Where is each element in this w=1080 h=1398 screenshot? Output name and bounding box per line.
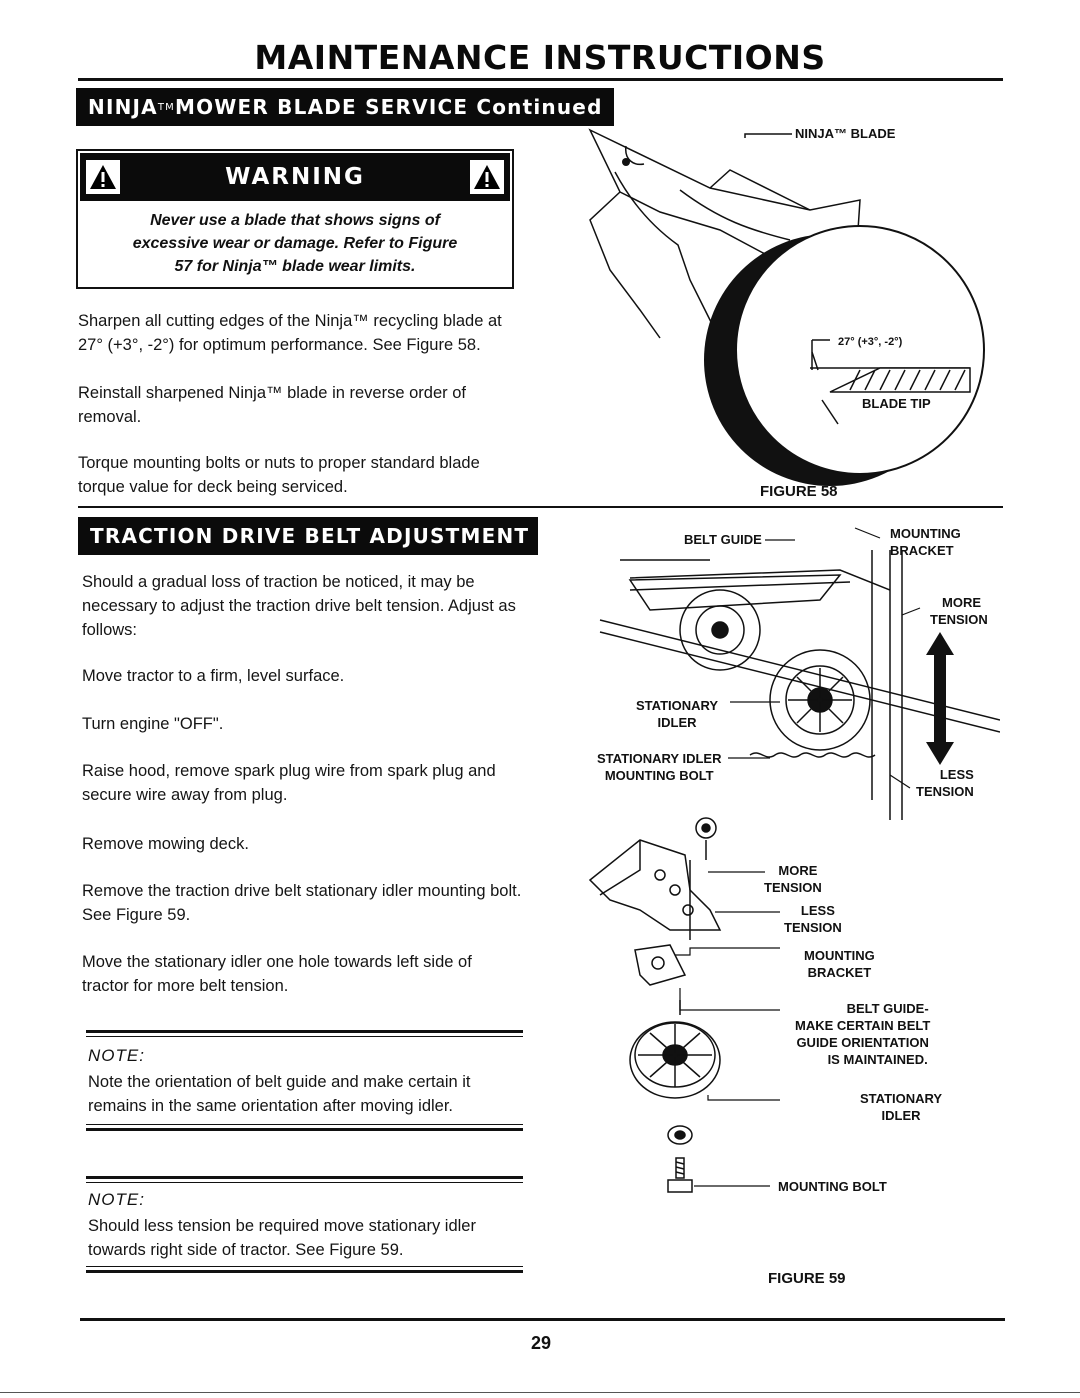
callout-line: BRACKET — [807, 965, 872, 980]
callout-more-tension — [930, 594, 988, 628]
callout-stationary-idler-2 — [860, 1090, 942, 1124]
note-rule-bottom — [86, 1270, 523, 1273]
section-heading-pre: NINJA — [88, 95, 158, 119]
section-heading-post: MOWER BLADE SERVICE Continued — [174, 95, 603, 119]
warning-text — [88, 209, 502, 278]
callout-line: MOUNTING BOLT — [604, 768, 714, 783]
callout-line: STATIONARY — [636, 698, 719, 713]
trademark-mark: TM — [157, 101, 175, 113]
callout-mounting-bolt: MOUNTING BOLT — [778, 1179, 887, 1194]
figure-59-caption: FIGURE 59 — [768, 1270, 846, 1287]
callout-stationary-idler — [636, 697, 718, 731]
note-rule-bottom — [86, 1128, 523, 1131]
note-text: Should less tension be required move stationary idler towards right side of tractor. See Figure 59. — [88, 1217, 476, 1259]
section-heading-ninja-blade — [76, 88, 614, 126]
paragraph: Raise hood, remove spark plug wire from spark plug and secure wire away from plug. — [82, 762, 496, 804]
paragraph: Move the stationary idler one hole towards left side of tractor for more belt tension. — [82, 953, 472, 995]
callout-angle: 27° (+3°, -2°) — [838, 336, 903, 348]
page-title: MAINTENANCE INSTRUCTIONS — [254, 38, 826, 77]
callout-line: BRACKET — [890, 543, 954, 558]
footer-rule — [80, 1318, 1005, 1321]
note-label: NOTE: — [88, 1190, 145, 1209]
note-rule-bottom-thin — [86, 1124, 523, 1125]
note-rule-top-thin — [86, 1036, 523, 1037]
callout-mounting-bracket — [890, 525, 961, 559]
note-rule-top — [86, 1030, 523, 1033]
scan-edge-line — [0, 1392, 1080, 1393]
paragraph: Should a gradual loss of traction be noticed, it may be necessary to adjust the traction drive belt tension. Adjust as follows: — [82, 573, 516, 639]
callout-blade-tip: BLADE TIP — [862, 396, 931, 411]
note-label: NOTE: — [88, 1046, 145, 1065]
paragraph: Reinstall sharpened Ninja™ blade in reverse order of removal. — [78, 384, 466, 426]
callout-belt-guide: BELT GUIDE — [684, 532, 762, 547]
section-heading-traction-belt — [78, 517, 538, 555]
note-rule-top — [86, 1176, 523, 1179]
callout-line: IS MAINTAINED. — [827, 1052, 928, 1067]
paragraph: Remove the traction drive belt stationary idler mounting bolt. See Figure 59. — [82, 882, 522, 924]
paragraph: Sharpen all cutting edges of the Ninja™ recycling blade at 27° (+3°, -2°) for optimum performance. See Figure 58. — [78, 312, 502, 354]
paragraph: Torque mounting bolts or nuts to proper standard blade torque value for deck being serviced. — [78, 454, 480, 496]
figure-58-illustration — [560, 100, 1000, 500]
callout-line: STATIONARY — [860, 1091, 943, 1106]
callout-line: LESS — [800, 903, 835, 918]
page-number: 29 — [531, 1333, 552, 1353]
callout-line: GUIDE ORIENTATION — [796, 1035, 929, 1050]
section-rule — [78, 506, 1003, 508]
callout-less-tension-2 — [784, 902, 842, 936]
warning-triangle-icon — [470, 160, 504, 194]
paragraph: Turn engine "OFF". — [82, 715, 224, 733]
callout-more-tension-2 — [764, 862, 822, 896]
callout-line: MOUNTING — [804, 948, 875, 963]
callout-ninja-blade: NINJA™ BLADE — [795, 126, 896, 141]
warning-line: 57 for Ninja™ blade wear limits. — [174, 258, 416, 275]
warning-box — [76, 149, 514, 289]
callout-line: IDLER — [881, 1108, 921, 1123]
callout-line: LESS — [939, 767, 974, 782]
callout-line: MORE — [942, 595, 981, 610]
figure-58-caption: FIGURE 58 — [760, 483, 838, 500]
callout-line: TENSION — [930, 612, 988, 627]
callout-line: IDLER — [657, 715, 697, 730]
note-rule-bottom-thin — [86, 1266, 523, 1267]
paragraph: Remove mowing deck. — [82, 835, 249, 853]
callout-mounting-bracket-2 — [804, 947, 875, 981]
callout-line: TENSION — [916, 784, 974, 799]
callout-line: BELT GUIDE- — [846, 1001, 929, 1016]
title-rule — [78, 78, 1003, 81]
callout-less-tension — [916, 766, 974, 800]
warning-line: excessive wear or damage. Refer to Figure — [132, 235, 458, 252]
warning-label: WARNING — [225, 164, 365, 190]
callout-belt-guide-2 — [795, 1000, 930, 1068]
warning-line: Never use a blade that shows signs of — [150, 212, 440, 229]
note-text: Note the orientation of belt guide and make certain it remains in the same orientation after moving idler. — [88, 1073, 471, 1115]
callout-line: MOUNTING — [890, 526, 961, 541]
callout-line: STATIONARY IDLER — [597, 751, 722, 766]
callout-line: MAKE CERTAIN BELT — [795, 1018, 931, 1033]
callout-idler-mounting-bolt — [597, 750, 721, 784]
paragraph: Move tractor to a firm, level surface. — [82, 667, 345, 685]
note-rule-top-thin — [86, 1182, 523, 1183]
warning-bar — [80, 153, 510, 201]
figure-59-exploded-illustration — [580, 800, 780, 1210]
section-heading-text: TRACTION DRIVE BELT ADJUSTMENT — [90, 524, 530, 548]
callout-line: TENSION — [764, 880, 822, 895]
callout-line: MORE — [778, 863, 818, 878]
callout-line: TENSION — [784, 920, 842, 935]
warning-triangle-icon — [86, 160, 120, 194]
